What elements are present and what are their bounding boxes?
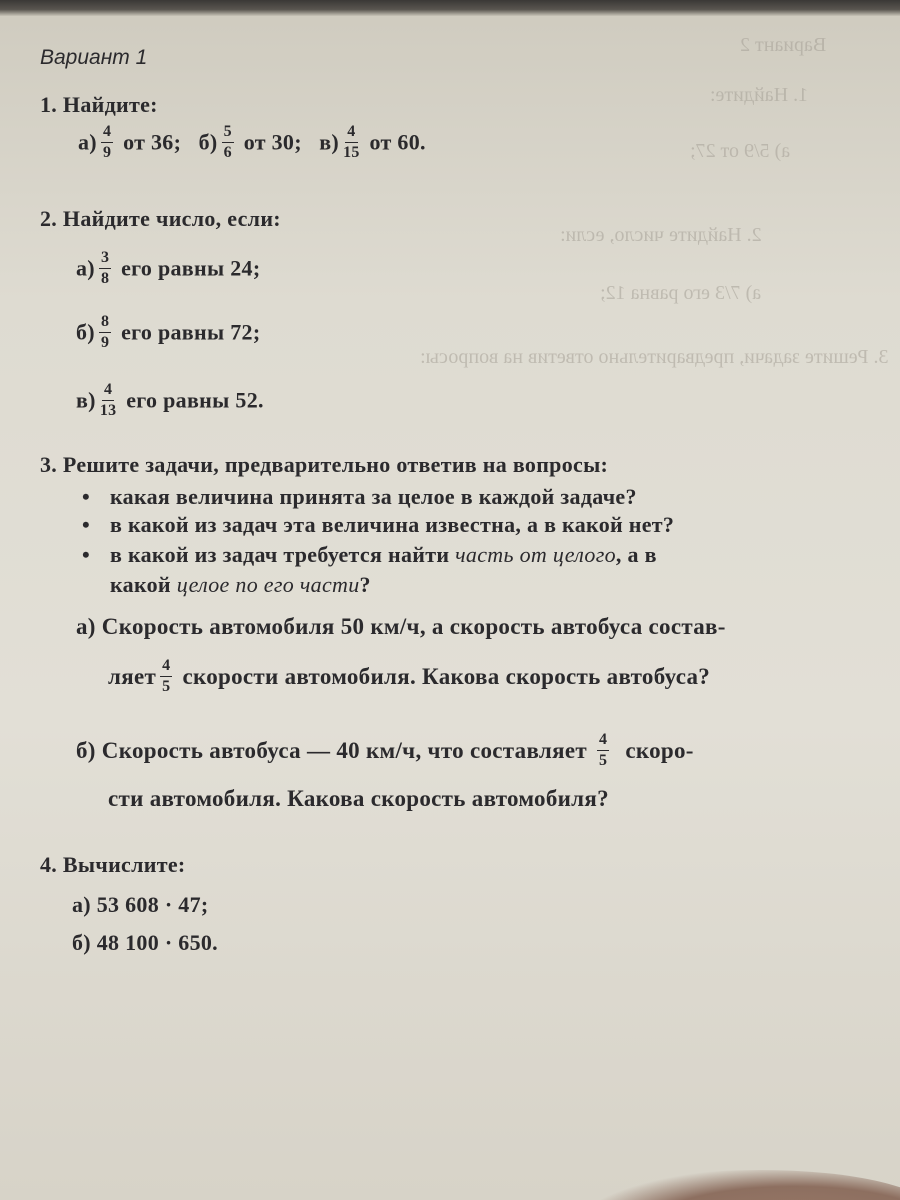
fraction-numerator: 4 bbox=[102, 382, 114, 401]
question-text: в какой из задач эта величина известна, а в какой нет? bbox=[110, 512, 675, 537]
fraction-numerator: 4 bbox=[345, 124, 357, 143]
task-3-title: Решите задачи, предварительно ответив на вопросы: bbox=[62, 452, 609, 477]
bleed-through-task2-a: а) 7/3 его равна 12; bbox=[600, 282, 762, 304]
task-1-items bbox=[78, 123, 426, 163]
task-3-problem-a-line-2 bbox=[108, 657, 711, 697]
bleed-through-task2: 2. Найдите число, если: bbox=[560, 224, 762, 246]
item-text: его равны 52. bbox=[126, 387, 264, 413]
item-label: в) bbox=[76, 387, 96, 413]
fraction bbox=[99, 250, 111, 287]
thumb-shadow bbox=[590, 1170, 900, 1200]
fraction-numerator: 8 bbox=[99, 314, 111, 333]
bleed-through-task1-a: а) 5/9 от 27; bbox=[690, 140, 791, 162]
task-1-number: 1. bbox=[40, 92, 58, 117]
fraction-numerator: 4 bbox=[160, 658, 172, 677]
fraction-denominator: 8 bbox=[100, 270, 110, 287]
task-3-number: 3. bbox=[40, 452, 58, 477]
fraction-denominator: 13 bbox=[99, 402, 117, 419]
problem-text: скоро- bbox=[625, 737, 694, 763]
task-2-item-b bbox=[76, 313, 261, 353]
task-3-problem-b-line-1 bbox=[76, 731, 694, 771]
problem-text: ляет bbox=[108, 663, 157, 689]
fraction-denominator: 9 bbox=[100, 334, 110, 351]
task-1-item-a-text: от 36; bbox=[123, 129, 182, 155]
task-4-item-a: а) 53 608 · 47; bbox=[72, 892, 209, 917]
task-2-item-a bbox=[76, 249, 261, 289]
fraction bbox=[343, 124, 360, 161]
task-3-question-3 bbox=[82, 542, 657, 568]
fraction bbox=[222, 124, 234, 161]
task-3-problem-a-line-1: а) Скорость автомобиля 50 км/ч, а скорость автобуса состав- bbox=[76, 614, 726, 639]
question-text: ? bbox=[359, 572, 371, 597]
task-3-question-1 bbox=[82, 484, 637, 510]
fraction bbox=[597, 732, 609, 769]
task-1-title: Найдите: bbox=[62, 92, 158, 117]
item-text: его равны 72; bbox=[121, 319, 261, 345]
task-1-item-c-label: в) bbox=[319, 129, 340, 155]
item-text: его равны 24; bbox=[121, 255, 261, 281]
task-4-item-b: б) 48 100 · 650. bbox=[72, 930, 218, 955]
fraction-numerator: 4 bbox=[597, 732, 609, 751]
fraction-numerator: 3 bbox=[99, 250, 111, 269]
task-3-question-2 bbox=[82, 512, 674, 538]
problem-text: б) Скорость автобуса — 40 км/ч, что составляет bbox=[76, 737, 587, 763]
task-4-title: Вычислите: bbox=[62, 852, 186, 877]
emphasis-text: целое по его части bbox=[176, 572, 360, 597]
bleed-through-task1: 1. Найдите: bbox=[710, 84, 809, 106]
task-3-problem-b-line-2: сти автомобиля. Какова скорость автомобиля? bbox=[108, 786, 609, 811]
task-1-item-a-label: а) bbox=[78, 129, 97, 155]
question-text: какой bbox=[110, 572, 171, 597]
task-2-heading bbox=[40, 206, 281, 232]
item-label: а) bbox=[76, 255, 95, 281]
fraction-numerator: 5 bbox=[222, 124, 234, 143]
item-label: б) bbox=[76, 319, 95, 345]
question-text: в какой из задач требуется найти bbox=[110, 542, 450, 567]
emphasis-text: часть от целого bbox=[455, 542, 616, 567]
task-3-question-3-continued bbox=[110, 572, 371, 598]
question-text: какая величина принята за целое в каждой задаче? bbox=[110, 484, 637, 509]
task-1-item-b-text: от 30; bbox=[243, 129, 302, 155]
question-text: , а в bbox=[615, 542, 657, 567]
fraction bbox=[101, 124, 113, 161]
fraction bbox=[100, 382, 117, 419]
fraction-denominator: 5 bbox=[162, 678, 171, 695]
fraction-denominator: 6 bbox=[223, 144, 232, 161]
task-1-heading bbox=[40, 92, 158, 118]
task-2-title: Найдите число, если: bbox=[62, 206, 281, 231]
task-4-number: 4. bbox=[40, 852, 58, 877]
bullet-icon: • bbox=[82, 542, 91, 567]
variant-heading: Вариант 1 bbox=[40, 46, 148, 69]
task-2-number: 2. bbox=[40, 206, 58, 231]
problem-text: скорости автомобиля. Какова скорость автобуса? bbox=[182, 663, 711, 689]
task-4-heading bbox=[40, 852, 186, 878]
task-1-item-c-text: от 60. bbox=[369, 129, 426, 155]
fraction-denominator: 15 bbox=[343, 144, 360, 161]
fraction bbox=[99, 314, 111, 351]
fraction-denominator: 5 bbox=[598, 752, 608, 769]
bleed-through-task3: 3. Решите задачи, предварительно ответив на вопросы: bbox=[420, 346, 889, 368]
fraction-denominator: 9 bbox=[102, 144, 112, 161]
task-1-item-b-label: б) bbox=[198, 129, 218, 155]
fraction bbox=[160, 658, 172, 695]
bullet-icon: • bbox=[82, 512, 91, 537]
page-top-edge bbox=[0, 0, 900, 16]
fraction-numerator: 4 bbox=[101, 124, 113, 143]
bleed-through-variant: Вариант 2 bbox=[740, 34, 827, 56]
bullet-icon: • bbox=[82, 484, 91, 509]
task-3-heading bbox=[40, 452, 608, 478]
task-2-item-c bbox=[76, 381, 264, 421]
